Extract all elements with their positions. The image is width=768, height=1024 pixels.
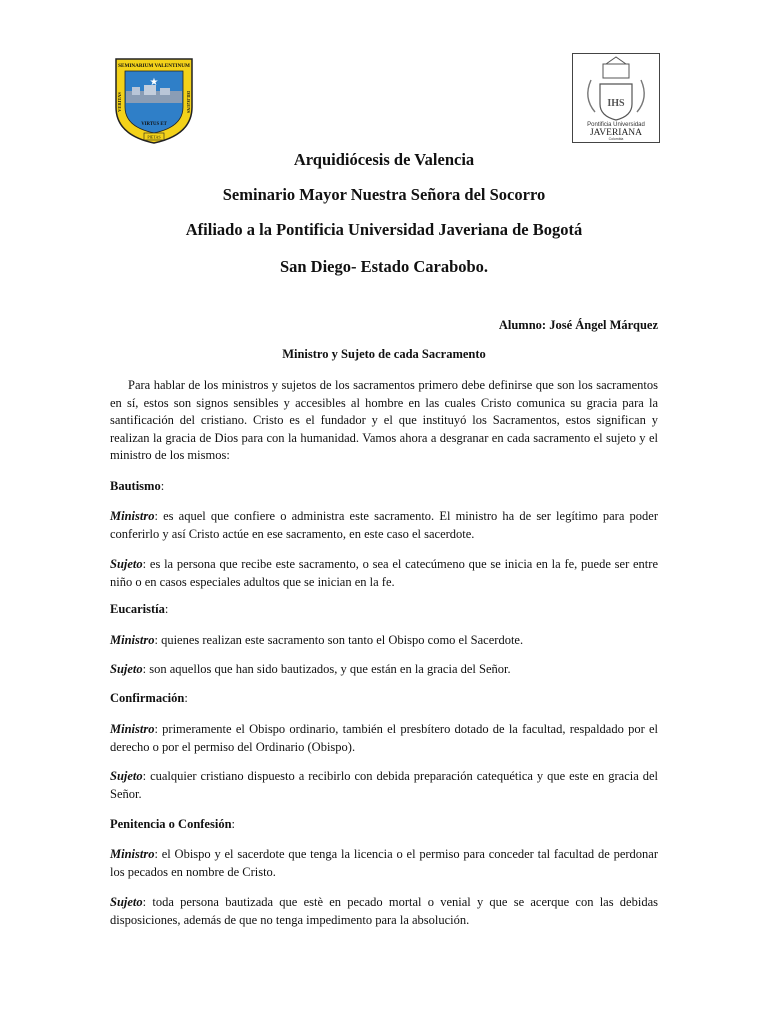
section-name: Penitencia o Confesión (110, 817, 232, 831)
sujeto-label: Sujeto (110, 557, 143, 571)
penitencia-sujeto (110, 894, 658, 929)
sujeto-text: : es la persona que recibe este sacramento, o sea el catecúmeno que se inicia en la fe, puede ser entre niño o en casos especiales adultos que se inician en la fe. (110, 557, 658, 589)
javeriana-line1: Pontificia Universidad (587, 122, 645, 128)
crest-banner-text: PIETAS (147, 134, 161, 140)
javeriana-logo (572, 53, 660, 143)
header-location: San Diego- Estado Carabobo. (279, 257, 489, 276)
seminary-crest-logo (114, 57, 194, 145)
bautismo-sujeto (110, 556, 658, 591)
section-name: Eucaristía (110, 602, 165, 616)
javeriana-shield-icon (573, 54, 659, 142)
crest-ring-text-bottom: VIRTUS ET (141, 122, 167, 127)
sujeto-text: : toda persona bautizada que estè en pecado mortal o venial y que se acerque con las debidas disposiciones, además de que no tenga impedimento para la absolución. (110, 895, 658, 927)
sujeto-label: Sujeto (110, 895, 143, 909)
svg-text:★: ★ (149, 77, 159, 88)
ministro-label: Ministro (110, 509, 155, 523)
document-title: Ministro y Sujeto de cada Sacramento (282, 347, 486, 361)
sujeto-text: : cualquier cristiano dispuesto a recibirlo con debida preparación catequética y que este en gracia del Señor. (110, 769, 658, 801)
ministro-text: : el Obispo y el sacerdote que tenga la licencia o el permiso para conceder tal facultad de perdonar los pecados en nombre de Cristo. (110, 847, 658, 879)
bautismo-ministro (110, 508, 658, 543)
confirmacion-sujeto (110, 768, 658, 803)
ministro-text: : primeramente el Obispo ordinario, también el presbítero dotado de la facultad, respaldado por el derecho o por el permiso del Ordinario (Obispo). (110, 722, 658, 754)
section-heading-eucaristia: Eucaristía: (110, 602, 169, 616)
sujeto-text: : son aquellos que han sido bautizados, y que están en la gracia del Señor. (142, 662, 511, 676)
confirmacion-ministro (110, 721, 658, 756)
author-line: Alumno: José Ángel Márquez (498, 318, 658, 332)
section-name: Bautismo (110, 479, 161, 493)
sujeto-label: Sujeto (110, 662, 143, 676)
section-heading-penitencia: Penitencia o Confesión: (110, 817, 236, 831)
svg-text:IHS: IHS (607, 98, 625, 109)
sujeto-label: Sujeto (110, 769, 143, 783)
section-name: Confirmación (110, 691, 185, 705)
penitencia-ministro (110, 846, 658, 881)
javeriana-line2: JAVERIANA (589, 128, 643, 138)
ministro-text: : quienes realizan este sacramento son tanto el Obispo como el Sacerdote. (154, 633, 524, 647)
crest-ring-text-right: DILIGENS (186, 90, 191, 114)
section-heading-confirmacion: Confirmación: (110, 691, 188, 705)
ministro-label: Ministro (110, 633, 155, 647)
header-seminary: Seminario Mayor Nuestra Señora del Socorro (222, 185, 546, 204)
section-heading-bautismo: Bautismo: (110, 479, 165, 493)
eucaristia-ministro (110, 632, 658, 650)
header-affiliation: Afiliado a la Pontificia Universidad Javeriana de Bogotá (185, 220, 583, 239)
crest-ring-text-left: VERITAS (117, 92, 122, 112)
crest-ring-text-top: SEMINARIUM VALENTINUM (118, 63, 190, 69)
header-archdiocese: Arquidiócesis de Valencia (293, 150, 475, 169)
eucaristia-sujeto (110, 661, 658, 679)
ministro-label: Ministro (110, 847, 155, 861)
intro-paragraph: Para hablar de los ministros y sujetos de los sacramentos primero debe definirse que son los sacramentos en sí, estos son signos sensibles y accesibles al hombre en las cuales Cristo comunica su gracia para la santificación del cristiano. Cristo es el fundador y el que instituyó los Sacramentos, estos significan y realizan la gracia de Dios para con la humanidad. Vamos ahora a desgranar en cada sacramento el sujeto y el ministro de los mismos: (110, 378, 658, 462)
ministro-label: Ministro (110, 722, 155, 736)
javeriana-line3: Colombia (608, 137, 624, 141)
ministro-text: : es aquel que confiere o administra este sacramento. El ministro ha de ser legítimo para poder conferirlo y así Cristo actúe en ese sacramento, en este caso el sacerdote. (110, 509, 658, 541)
